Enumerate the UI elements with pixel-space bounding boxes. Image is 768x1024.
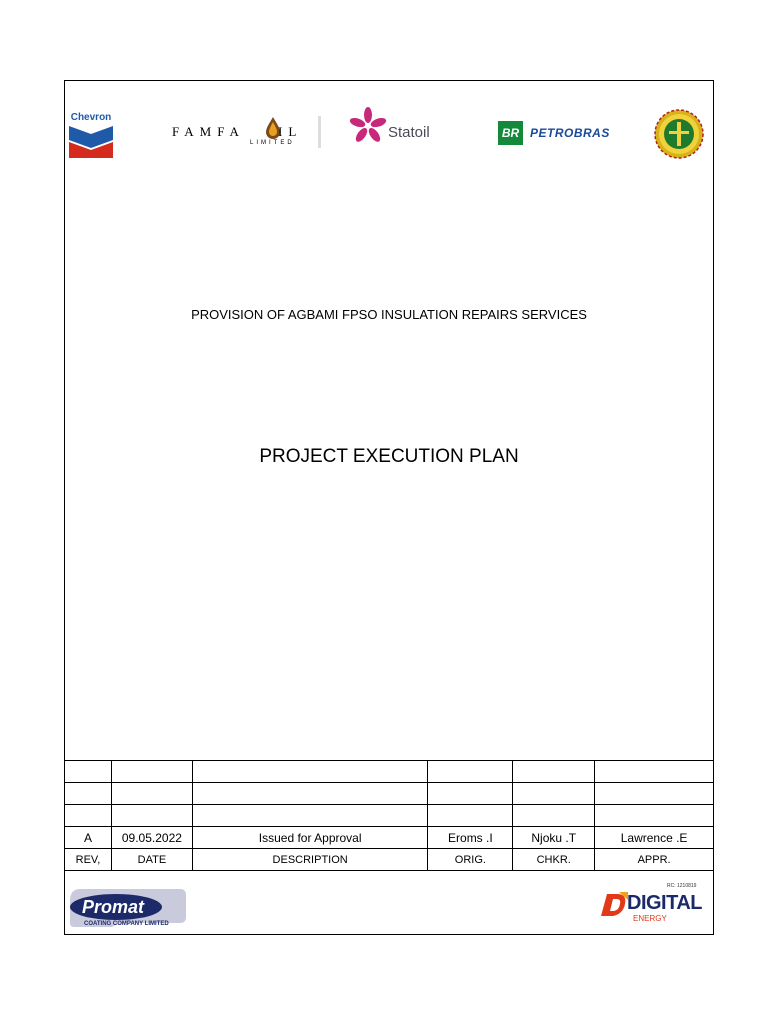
appr-header: APPR. (595, 849, 714, 871)
nnpc-seal-icon (654, 109, 704, 159)
table-cell (428, 805, 513, 827)
chkr-value: Njoku .T (513, 827, 595, 849)
digital-d-icon (597, 890, 629, 918)
table-cell (192, 805, 428, 827)
chevron-logo (67, 112, 115, 160)
document-title: PROJECT EXECUTION PLAN (259, 446, 519, 467)
digital-sub-text: ENERGY (633, 914, 667, 923)
rev-value: A (65, 827, 112, 849)
description-header: DESCRIPTION (192, 849, 428, 871)
statoil-logo (348, 106, 448, 146)
promat-sub-text: COATING COMPANY LIMITED (84, 921, 169, 927)
table-cell (65, 761, 112, 783)
table-cell (595, 783, 714, 805)
nnpc-seal-logo (654, 109, 704, 159)
petrobras-logo (498, 121, 628, 147)
promat-logo-text: Promat (82, 897, 145, 917)
revision-table (64, 760, 714, 871)
digital-energy-logo (597, 880, 712, 926)
digital-logo-text: DIGITAL (627, 892, 703, 914)
table-row (65, 827, 714, 849)
petrobras-br-mark: BR (498, 121, 523, 145)
date-header: DATE (111, 849, 192, 871)
famfa-oil-logo (172, 116, 322, 152)
table-cell (65, 805, 112, 827)
chevron-logo-text: Chevron (70, 112, 112, 123)
petrobras-logo-text: PETROBRAS (530, 126, 610, 140)
table-row (65, 761, 714, 783)
logo-divider (318, 116, 321, 148)
digital-rc-text: RC: 1210819 (667, 883, 697, 889)
famfa-logo-text: FAMFA (172, 124, 245, 139)
table-header-row (65, 849, 714, 871)
statoil-logo-text: Statoil (388, 124, 430, 141)
table-row (65, 783, 714, 805)
statoil-star-icon (348, 106, 388, 146)
table-row (65, 805, 714, 827)
chevron-emblem-icon (67, 112, 115, 160)
table-cell (192, 783, 428, 805)
table-cell (111, 783, 192, 805)
appr-value: Lawrence .E (595, 827, 714, 849)
table-cell (111, 761, 192, 783)
table-cell (595, 761, 714, 783)
rev-header: REV, (65, 849, 112, 871)
orig-header: ORIG. (428, 849, 513, 871)
table-cell (595, 805, 714, 827)
table-cell (428, 761, 513, 783)
table-cell (513, 805, 595, 827)
table-cell (192, 761, 428, 783)
famfa-oil-text: IL (278, 124, 303, 139)
table-cell (111, 805, 192, 827)
orig-value: Eroms .I (428, 827, 513, 849)
table-cell (428, 783, 513, 805)
table-cell (513, 783, 595, 805)
chkr-header: CHKR. (513, 849, 595, 871)
promat-logo (68, 887, 188, 931)
date-value: 09.05.2022 (111, 827, 192, 849)
famfa-sub-text: LIMITED (250, 140, 295, 146)
description-value: Issued for Approval (192, 827, 428, 849)
table-cell (65, 783, 112, 805)
table-cell (513, 761, 595, 783)
document-subtitle: PROVISION OF AGBAMI FPSO INSULATION REPAIRS SERVICES (191, 307, 587, 322)
